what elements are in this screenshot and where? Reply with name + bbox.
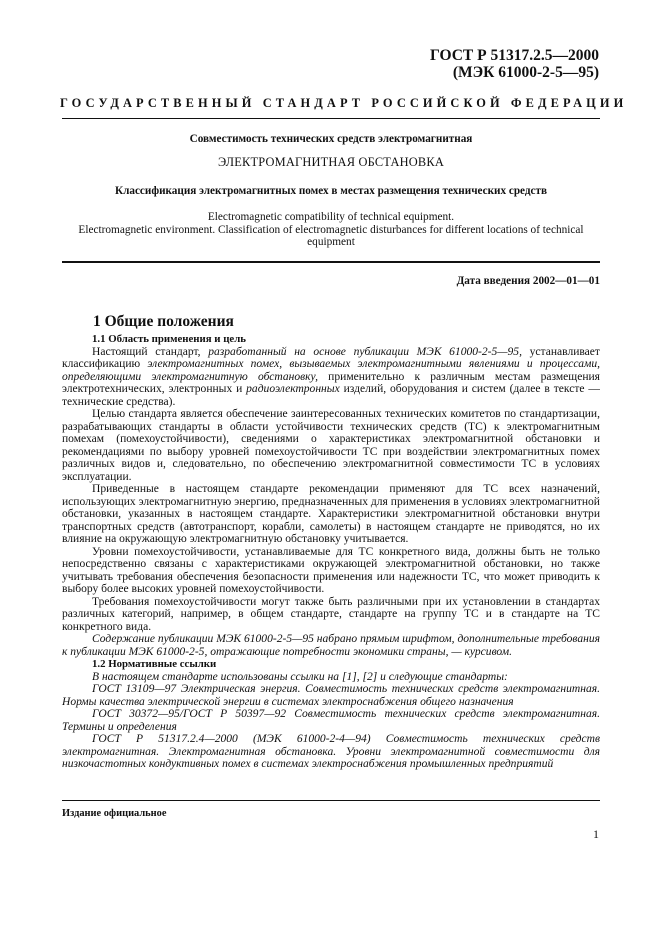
text-run-italic: электромагнитных помех, вызываемых электромагнитными явлениями и процессами, определяющими электромагнитную обстановку, [62,358,600,383]
paragraph-requirements: Требования помехоустойчивости могут также быть различными при их установлении в стандартах различных категорий, например, в общем стандарте, стандарте на группу ТС и в стандарте на ТС конкретного вида. [62,595,600,633]
standard-code [430,47,599,81]
paragraph-purpose: Целью стандарта является обеспечение заинтересованных технических комитетов по стандартизации, разрабатывающих стандарты в области устойчивости технических средств (ТС) к электромагнитным помехам (помехоустойчивости), сведениями о характеристиках электромагнитной обстановки и рекомендациями по выбору уровней помехоустойчивости ТС при воздействии электромагнитных помех различных видов и, следовательно, по обеспечению электромагнитной совместимости ТС в условиях эксплуатации. [62,408,600,483]
paragraph-recommendations: Приведенные в настоящем стандарте рекомендации применяют для ТС всех назначений, использующих электромагнитную энергию, предназначенных для применения в условиях электромагнитной обстановки, указанных в настоящем стандарте. Характеристики электромагнитной обстановки внутри транспортных средств (автотранспорт, корабли, самолеты) в настоящем стандарте не приводятся, но их влияние на окружающую электромагнитную обстановку учитывается. [62,483,600,545]
official-edition-label: Издание официальное [62,808,167,819]
title-rule [62,261,600,263]
standard-code-gost: ГОСТ Р 51317.2.5—2000 [430,47,599,64]
title-classification: Классификация электромагнитных помех в местах размещения технических средств [114,185,548,197]
title-compatibility: Совместимость технических средств электромагнитная [189,133,473,145]
paragraph-immunity-levels: Уровни помехоустойчивости, устанавливаемые для ТС конкретного вида, должны быть не только непосредственно связаны с характеристиками окружающей электромагнитной обстановки, но также учитывать требования обеспечения безопасности применения или надежности ТС, что может приводить к выбору более высоких уровней помехоустойчивости. [62,545,600,595]
title-english-line2: Electromagnetic environment. Classification of electromagnetic disturbances for different locations of technical equipment [78,223,584,248]
top-rule [62,118,600,119]
text-run-italic: В настоящем стандарте использованы ссылки на [1], [2] и следующие стандарты: [92,670,508,683]
text-run-italic: ГОСТ 30372—95/ГОСТ Р 50397—92 Совместимость технических средств электромагнитная. Термины и определения [62,708,600,733]
subsection-heading-1-2: 1.2 Нормативные ссылки [92,658,217,670]
text-run-italic: разработанный на основе публикации МЭК 61000-2-5—95, [208,345,522,358]
page-number: 1 [593,827,599,841]
text-run: применительно к различным местам размещения электротехнических, электронных и [62,370,600,395]
title-english [62,211,600,249]
subsection-heading-1-1: 1.1 Область применения и цель [92,333,246,345]
text-run-italic: Содержание публикации МЭК 61000-2-5—95 набрано прямым шрифтом, дополнительные требования к публикации МЭК 61000-2-5, отражающие потребности экономики страны, — курсивом. [62,633,600,658]
text-run-italic: ГОСТ 13109—97 Электрическая энергия. Совместимость технических средств электромагнитная. Нормы качества электрической энергии в системах электроснабжения общего назначения [62,683,600,708]
title-main: ЭЛЕКТРОМАГНИТНАЯ ОБСТАНОВКА [218,155,444,169]
text-run: устанавливает классификацию [62,345,600,370]
text-run-italic: радиоэлектронных [246,383,340,395]
paragraph-scope [62,346,600,409]
reference-item [62,683,600,708]
body-text [62,333,600,771]
paragraph-typography-note [62,633,600,658]
text-run-italic: ГОСТ Р 51317.2.4—2000 (МЭК 61000-2-4—94) Совместимость технических средств электромагнитная. Электромагнитная обстановка. Уровни электромагнитной совместимости для низкочастотных кондуктивных помех в системах электроснабжения промышленных предприятий [62,733,600,770]
section-heading: 1 Общие положения [93,313,234,330]
text-run: Настоящий стандарт, [92,345,209,358]
text-run: изделий, оборудования и систем (далее в тексте — технические средства). [62,383,600,408]
paragraph-refs-intro [62,671,600,684]
standard-code-iec: (МЭК 61000-2-5—95) [452,64,599,81]
reference-item [62,733,600,771]
date-of-introduction: Дата введения 2002—01—01 [456,275,600,287]
title-english-line1: Electromagnetic compatibility of technical equipment. [207,211,455,223]
reference-item [62,708,600,733]
footer-rule [62,800,600,801]
state-standard-title: ГОСУДАРСТВЕННЫЙ СТАНДАРТ РОССИЙСКОЙ ФЕДЕРАЦИИ [60,96,628,110]
